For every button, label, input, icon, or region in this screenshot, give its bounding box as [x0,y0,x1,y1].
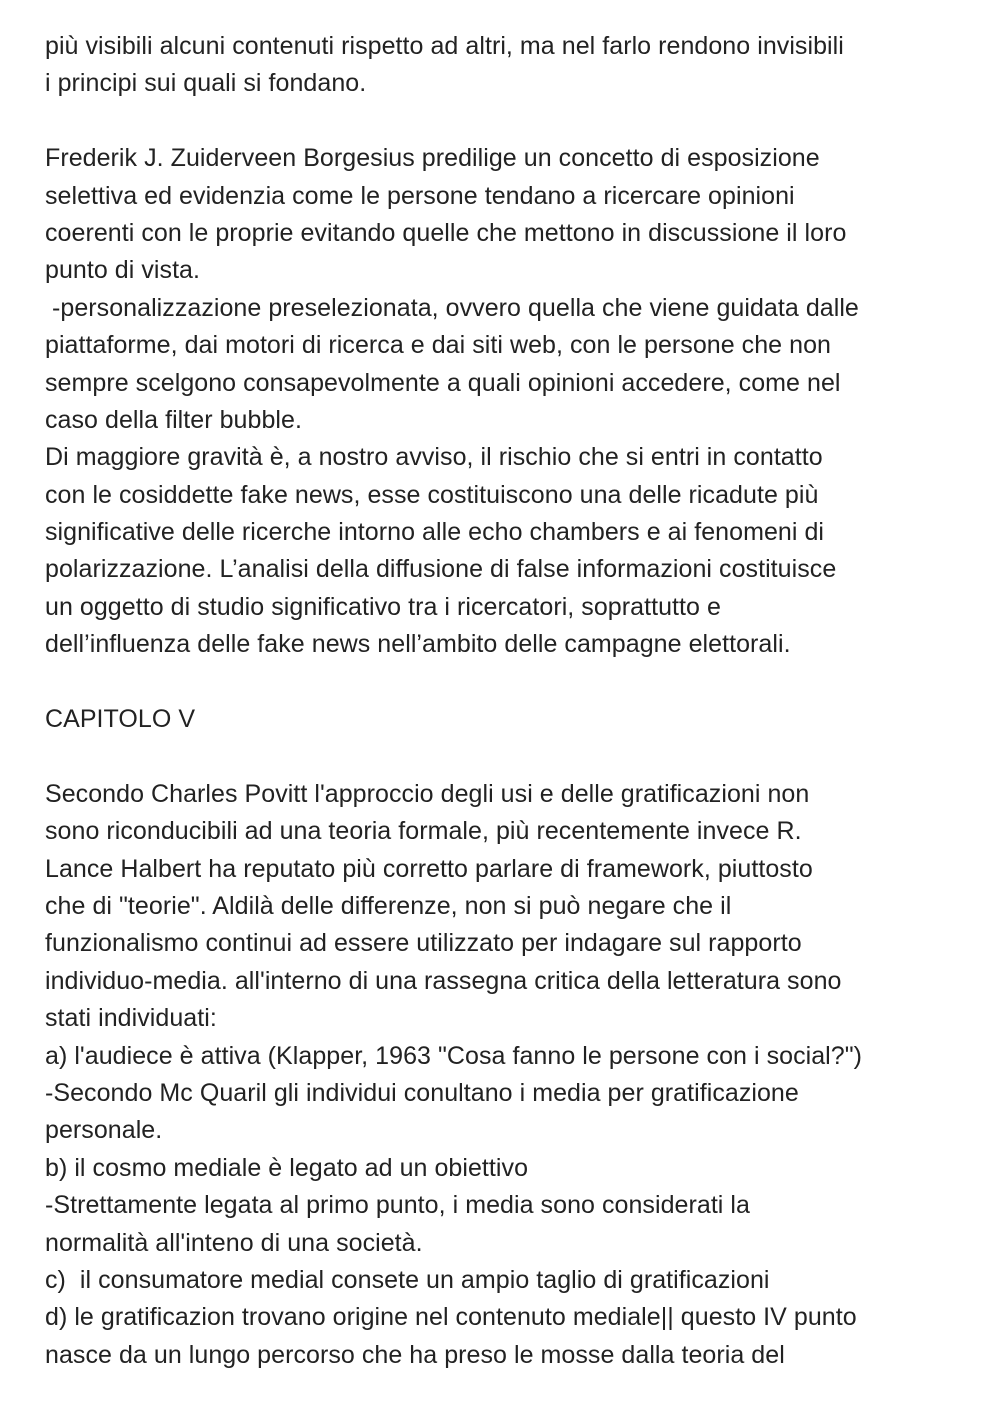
text-line: a) l'audiece è attiva (Klapper, 1963 "Cosa fanno le persone con i social?") [45,1041,863,1070]
text-line: punto di vista. [45,256,201,285]
paragraph-povitt [45,776,965,1374]
paragraph-borgesius [45,140,965,663]
text-line: -personalizzazione preselezionata, ovvero quella che viene guidata dalle [45,293,859,322]
text-line: sono riconducibili ad una teoria formale, più recentemente invece R. [45,817,802,846]
text-line: Secondo Charles Povitt l'approccio degli usi e delle gratificazioni non [45,779,810,808]
text-line: funzionalismo continui ad essere utilizzato per indagare sul rapporto [45,929,802,958]
text-line: con le cosiddette fake news, esse costituiscono una delle ricadute più [45,480,819,509]
text-line: Di maggiore gravità è, a nostro avviso, il rischio che si entri in contatto [45,443,823,472]
text-line: caso della filter bubble. [45,405,302,434]
text-line: significative delle ricerche intorno alle echo chambers e ai fenomeni di [45,518,825,547]
text-line: che di "teorie". Aldilà delle differenze, non si può negare che il [45,891,732,920]
text-line: c) il consumatore medial consete un ampio taglio di gratificazioni [45,1265,770,1294]
paragraph-intro [45,28,965,103]
text-line: d) le gratificazion trovano origine nel contenuto mediale|| questo IV punto [45,1303,857,1332]
text-line: i principi sui quali si fondano. [45,69,367,98]
text-line: sempre scelgono consapevolmente a quali opinioni accedere, come nel [45,368,841,397]
text-line: personale. [45,1116,163,1145]
text-line: nasce da un lungo percorso che ha preso le mosse dalla teoria del [45,1340,785,1369]
text-line: più visibili alcuni contenuti rispetto ad altri, ma nel farlo rendono invisibili [45,32,844,60]
text-line: coerenti con le proprie evitando quelle che mettono in discussione il loro [45,218,847,247]
text-line: piattaforme, dai motori di ricerca e dai siti web, con le persone che non [45,331,831,360]
paragraph-spacer [45,103,965,140]
text-line: -Strettamente legata al primo punto, i media sono considerati la [45,1191,750,1220]
text-line: polarizzazione. L’analisi della diffusione di false informazioni costituisce [45,555,837,584]
text-line: Frederik J. Zuiderveen Borgesius predilige un concetto di esposizione [45,144,820,173]
text-line: stati individuati: [45,1004,217,1033]
text-line: -Secondo Mc Quaril gli individui conultano i media per gratificazione [45,1078,799,1107]
paragraph-spacer [45,664,965,701]
text-line: b) il cosmo mediale è legato ad un obiettivo [45,1153,529,1182]
document-page [45,28,965,1374]
chapter-heading: CAPITOLO V [45,705,196,734]
text-line: dell’influenza delle fake news nell’ambito delle campagne elettorali. [45,630,791,659]
text-line: selettiva ed evidenzia come le persone tendano a ricercare opinioni [45,181,795,210]
text-line: Lance Halbert ha reputato più corretto parlare di framework, piuttosto [45,854,813,883]
text-line: normalità all'inteno di una società. [45,1228,423,1257]
paragraph-spacer [45,738,965,775]
text-line: individuo-media. all'interno di una rassegna critica della letteratura sono [45,966,842,995]
text-line: un oggetto di studio significativo tra i ricercatori, soprattutto e [45,592,721,621]
